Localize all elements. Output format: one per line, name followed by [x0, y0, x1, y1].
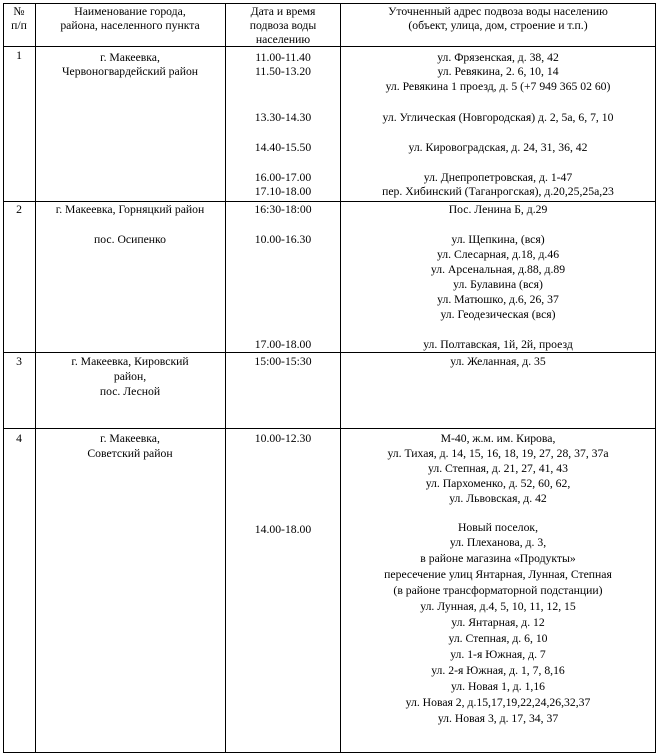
place-line: пос. Осипенко [94, 233, 166, 246]
table-border-left [3, 3, 4, 753]
address-line: ул. Пархоменко, д. 52, 60, 62, [425, 477, 571, 490]
address-line: ул. Желанная, д. 35 [450, 355, 546, 368]
address-line: ул. Лунная, д.4, 5, 10, 11, 12, 15 [420, 600, 576, 613]
address-line: ул. Плеханова, д. 3, [449, 536, 547, 549]
header-num-sub: п/п [11, 19, 27, 32]
place-line: г. Макеевка, Горняцкий район [55, 203, 205, 216]
address-line: ул. Днепропетровская, д. 1-47 [423, 171, 573, 184]
address-line: Пос. Ленина Б, д.29 [448, 203, 548, 216]
address-line: ул. Новая 2, д.15,17,19,22,24,26,32,37 [405, 696, 591, 709]
row-divider [3, 352, 656, 353]
header-name-line2: района, населенного пункта [60, 19, 200, 32]
address-line: ул. Слесарная, д.18, д.46 [436, 248, 560, 261]
address-line: ул. Степная, д. 21, 27, 41, 43 [428, 462, 568, 475]
place-line: г. Макеевка, Кировский [71, 355, 189, 368]
address-line: М-40, ж.м. им. Кирова, [440, 432, 556, 445]
address-line: пер. Хибинский (Таганрогская), д.20,25,25а,23 [382, 185, 614, 198]
delivery-time: 14.00-18.00 [254, 523, 312, 536]
address-line: пересечение улиц Янтарная, Лунная, Степная [384, 568, 612, 581]
delivery-time: 16.00-17.00 [254, 171, 312, 184]
delivery-time: 10.00-16.30 [254, 233, 312, 246]
row-divider [3, 46, 656, 47]
row-number: 4 [16, 432, 22, 445]
header-time-line2: подвоза воды [249, 19, 317, 32]
delivery-time: 17.00-18.00 [254, 338, 312, 351]
address-line: ул. Фрязенская, д. 38, 42 [437, 51, 559, 64]
address-line: ул. Новая 3, д. 17, 34, 37 [437, 712, 559, 725]
row-number: 1 [16, 49, 22, 62]
delivery-time: 16:30-18:00 [254, 203, 312, 216]
delivery-time: 17.10-18.00 [254, 185, 312, 198]
row-divider [3, 201, 656, 202]
table-border-top [3, 3, 656, 4]
table-border-bottom [3, 752, 656, 753]
delivery-time: 13.30-14.30 [254, 111, 312, 124]
address-line: ул. Новая 1, д. 1,16 [450, 680, 546, 693]
column-divider [340, 3, 341, 753]
header-time-line1: Дата и время [250, 5, 316, 18]
address-line: ул. 2-я Южная, д. 1, 7, 8,16 [431, 664, 565, 677]
address-line: в районе магазина «Продукты» [420, 552, 576, 565]
address-line: ул. Булавина (вся) [453, 278, 543, 291]
address-line: ул. 1-я Южная, д. 7 [450, 648, 546, 661]
delivery-time: 11.50-13.20 [254, 65, 312, 78]
address-line: ул. Арсенальная, д.88, д.89 [430, 263, 566, 276]
column-divider [35, 3, 36, 753]
address-line: ул. Ревякина 1 проезд, д. 5 (+7 949 365 02 60) [385, 80, 611, 93]
place-line: г. Макеевка, [100, 432, 160, 445]
table-border-right [655, 3, 656, 753]
address-line: Новый поселок, [457, 521, 539, 534]
row-number: 2 [16, 203, 22, 216]
delivery-time: 10.00-12.30 [254, 432, 312, 445]
address-line: ул. Полтавская, 1й, 2й, проезд [423, 338, 573, 351]
address-line: ул. Кировоградская, д. 24, 31, 36, 42 [408, 141, 588, 154]
address-line: ул. Янтарная, д. 12 [451, 616, 545, 629]
place-line: Червоногвардейский район [61, 65, 199, 78]
place-line: г. Макеевка, [100, 51, 160, 64]
header-address-line1: Уточненный адрес подвоза воды населению [388, 5, 608, 18]
header-num: № [13, 5, 25, 18]
header-address-line2: (объект, улица, дом, строение и т.п.) [408, 19, 588, 32]
column-divider [225, 3, 226, 753]
place-line: Советский район [87, 447, 173, 460]
address-line: ул. Тихая, д. 14, 15, 16, 18, 19, 27, 28, 37, 37а [387, 447, 609, 460]
address-line: ул. Углическая (Новгородская) д. 2, 5а, 6, 7, 10 [382, 111, 614, 124]
address-line: ул. Ревякина, 2. 6, 10, 14 [437, 65, 559, 78]
place-line: район, [113, 370, 147, 383]
address-line: ул. Щепкина, (вся) [451, 233, 545, 246]
address-line: ул. Львовская, д. 42 [449, 492, 547, 505]
address-line: ул. Геодезическая (вся) [440, 308, 556, 321]
delivery-time: 15:00-15:30 [254, 355, 312, 368]
address-line: ул. Матюшко, д.6, 26, 37 [437, 293, 559, 306]
header-name-line1: Наименование города, [74, 5, 186, 18]
address-line: (в районе трансформаторной подстанции) [393, 584, 603, 597]
delivery-time: 11.00-11.40 [255, 51, 311, 64]
delivery-time: 14.40-15.50 [254, 141, 312, 154]
row-divider [3, 428, 656, 429]
place-line: пос. Лесной [99, 385, 161, 398]
row-number: 3 [16, 355, 22, 368]
header-time-line3: населению [255, 33, 311, 46]
address-line: ул. Степная, д. 6, 10 [448, 632, 548, 645]
